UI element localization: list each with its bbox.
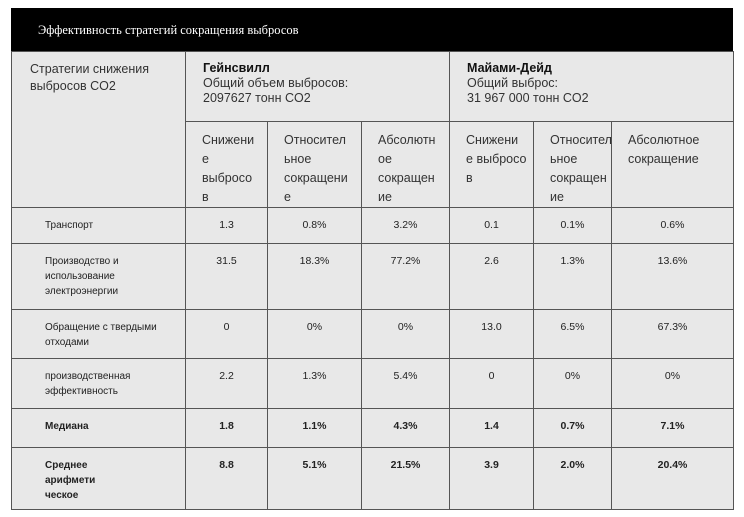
table-cell: 21.5%	[362, 448, 450, 510]
table-cell: 13.0	[450, 310, 534, 359]
table-cell: 0%	[268, 310, 362, 359]
miami-total-value: 31 967 000 тонн CO2	[467, 91, 589, 105]
row-label: Транспорт	[12, 208, 186, 244]
miami-total-label: Общий выброс:	[467, 76, 559, 90]
table-cell: 0%	[612, 359, 734, 409]
sub-header-m-absolute: Абсолютное сокращение	[612, 122, 734, 208]
table-cell: 13.6%	[612, 244, 734, 310]
miami-name: Майами-Дейд	[467, 61, 552, 75]
table-cell: 0.8%	[268, 208, 362, 244]
table-cell: 8.8	[186, 448, 268, 510]
table-cell: 0.6%	[612, 208, 734, 244]
table-cell: 77.2%	[362, 244, 450, 310]
table-cell: 6.5%	[534, 310, 612, 359]
strategies-header: Стратегии снижения выбросов CO2	[12, 52, 186, 208]
table-cell: 0.7%	[534, 409, 612, 448]
table-cell: 1.4	[450, 409, 534, 448]
table-row	[12, 359, 734, 409]
table-cell: 2.2	[186, 359, 268, 409]
table-row	[12, 244, 734, 310]
gainesville-header	[186, 52, 450, 122]
table-cell: 0.1%	[534, 208, 612, 244]
table-cell: 31.5	[186, 244, 268, 310]
table-row	[12, 310, 734, 359]
sub-header-m-reduction: Снижени е выбросо в	[450, 122, 534, 208]
table-cell: 7.1%	[612, 409, 734, 448]
table-cell: 18.3%	[268, 244, 362, 310]
emissions-table-container	[11, 8, 733, 510]
table-row	[12, 409, 734, 448]
sub-header-g-reduction: Снижени е выбросо в	[186, 122, 268, 208]
emissions-table	[11, 51, 734, 510]
table-row	[12, 208, 734, 244]
table-cell: 1.1%	[268, 409, 362, 448]
table-cell: 2.0%	[534, 448, 612, 510]
table-cell: 1.3%	[534, 244, 612, 310]
table-cell: 5.4%	[362, 359, 450, 409]
table-cell: 0	[450, 359, 534, 409]
gainesville-total-label: Общий объем выбросов:	[203, 76, 349, 90]
gainesville-name: Гейнсвилл	[203, 61, 270, 75]
row-label: производственная эффективность	[12, 359, 186, 409]
sub-header-g-absolute: Абсолютн ое сокращен ие	[362, 122, 450, 208]
table-cell: 0.1	[450, 208, 534, 244]
sub-header-g-relative: Относител ьное сокращени е	[268, 122, 362, 208]
gainesville-total-value: 2097627 тонн CO2	[203, 91, 311, 105]
table-cell: 20.4%	[612, 448, 734, 510]
table-cell: 0	[186, 310, 268, 359]
sub-header-m-relative: Относител ьное сокращен ие	[534, 122, 612, 208]
table-title: Эффективность стратегий сокращения выбросов	[11, 8, 733, 51]
table-row	[12, 448, 734, 510]
table-cell: 1.3%	[268, 359, 362, 409]
row-label: Среднее арифмети ческое	[12, 448, 186, 510]
table-cell: 3.9	[450, 448, 534, 510]
table-cell: 3.2%	[362, 208, 450, 244]
table-cell: 0%	[534, 359, 612, 409]
row-label: Производство и использование электроэнергии	[12, 244, 186, 310]
miami-header	[450, 52, 734, 122]
table-cell: 1.3	[186, 208, 268, 244]
table-cell: 4.3%	[362, 409, 450, 448]
table-cell: 5.1%	[268, 448, 362, 510]
table-cell: 2.6	[450, 244, 534, 310]
table-cell: 1.8	[186, 409, 268, 448]
row-label: Обращение с твердыми отходами	[12, 310, 186, 359]
table-cell: 0%	[362, 310, 450, 359]
row-label: Медиана	[12, 409, 186, 448]
table-cell: 67.3%	[612, 310, 734, 359]
